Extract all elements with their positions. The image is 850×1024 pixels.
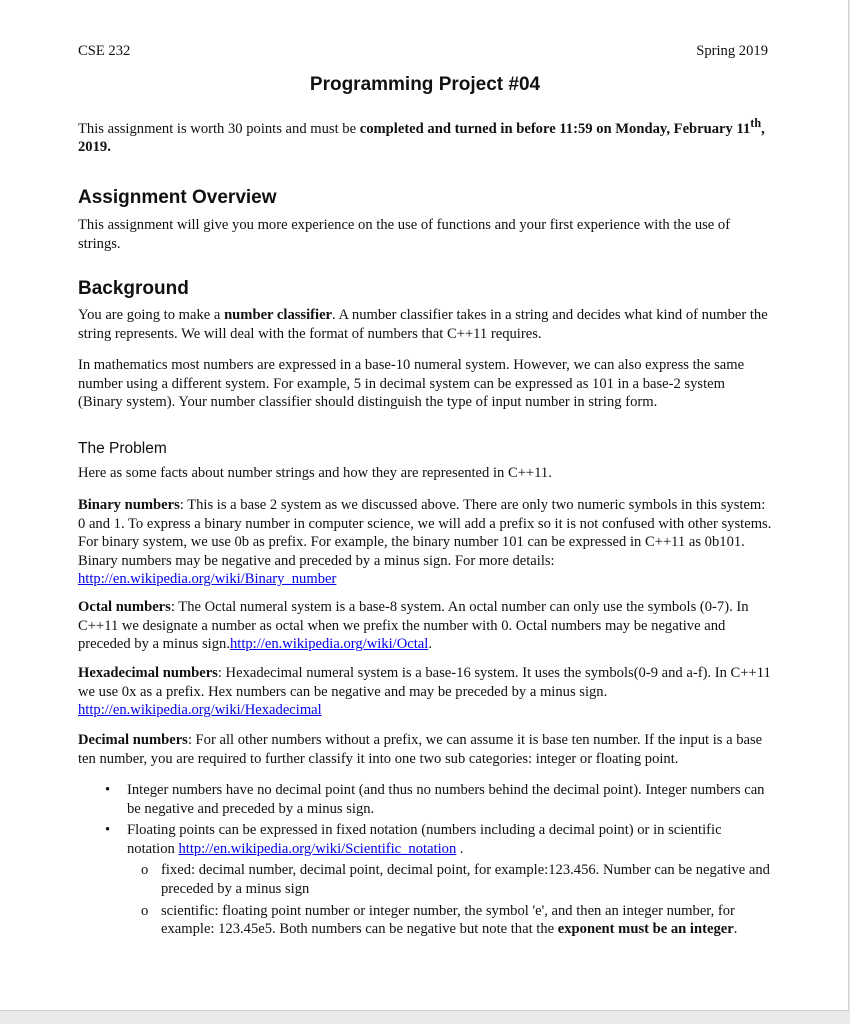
list-item-float (78, 821, 773, 858)
sci-text: scientific: floating point number or integer number, the symbol 'e', and then an integer number, for example: 123.45e5. Both numbers can be negative but note that the (161, 902, 735, 938)
decimal-label: Decimal numbers (78, 732, 188, 748)
background-heading: Background (78, 278, 189, 299)
bg-text-2: . A number classifier takes in a string and decides what kind of number the string represents. We will deal with the format of numbers that C++11 requires. (78, 307, 768, 342)
octal-post: . (428, 636, 432, 653)
sci-bold: exponent must be an integer (557, 921, 734, 938)
binary-paragraph (78, 496, 773, 589)
hex-link[interactable]: http://en.wikipedia.org/wiki/Hexadecimal (78, 702, 322, 719)
page-title: Programming Project #04 (309, 74, 541, 95)
bg-text: You are going to make a (78, 307, 225, 323)
integer-text: Integer numbers have no decimal point (and thus no numbers behind the decimal point). Integer numbers can be negative and preceded by a minus sign. (127, 782, 765, 817)
octal-link[interactable]: http://en.wikipedia.org/wiki/Octal (229, 636, 429, 653)
list-item-integer (78, 781, 773, 818)
hex-label: Hexadecimal numbers (78, 665, 218, 681)
problem-heading: The Problem (78, 440, 167, 457)
octal-text: : The Octal numeral system is a base-8 system. An octal number can only use the symbols (0-7). In C++11 we designate a number as octal when we prefix the number with 0. Octal numbers may be negative and preceded by a minus sign. (78, 599, 749, 653)
decimal-bullet-list (78, 781, 773, 939)
float-text: Floating points can be expressed in fixed notation (numbers including a decimal point) or in scientific notation (127, 822, 722, 857)
course-code: CSE 232 (78, 43, 131, 59)
hex-paragraph (78, 664, 773, 720)
list-item-fixed (78, 861, 773, 898)
sub-bullet-icon: o (141, 862, 149, 879)
intro-text: This assignment is worth 30 points and must be (78, 120, 360, 137)
intro-deadline: completed and turned in before 11:59 on Monday, February 11 (359, 120, 751, 137)
problem-intro: Here as some facts about number strings and how they are represented in C++11. (78, 465, 552, 481)
overview-heading: Assignment Overview (78, 187, 277, 208)
sub-bullet-icon: o (141, 902, 149, 919)
background-paragraph-2: In mathematics most numbers are expressed in a base-10 numeral system. However, we can also express the same number using a different system. For example, 5 in decimal system can be expressed as 101 in a base-2 system (Binary system). Your number classifier should distinguish the type of input number in string form. (78, 357, 745, 411)
scientific-notation-link[interactable]: http://en.wikipedia.org/wiki/Scientific_notation (178, 840, 457, 857)
binary-text: : This is a base 2 system as we discussed above. There are only two numeric symbols in this system: 0 and 1. To express a binary number in computer science, we will add a prefix so it is not confused with other systems. For binary system, we use 0b as prefix. For example, the binary number 101 can be expressed in C++11 as 0b101. Binary numbers may be negative and preceded by a minus sign. For more details: (78, 497, 772, 569)
intro-year: , 2019. (78, 120, 765, 156)
binary-link[interactable]: http://en.wikipedia.org/wiki/Binary_number (78, 571, 337, 588)
background-paragraph-1 (78, 306, 773, 343)
decimal-text: : For all other numbers without a prefix, we can assume it is base ten number. If the input is a base ten number, you are required to further classify it into one two sub categories: integer or floating point. (78, 732, 763, 767)
term: Spring 2019 (696, 43, 768, 59)
sci-post: . (733, 921, 738, 938)
intro-paragraph (78, 114, 773, 157)
bullet-icon: • (105, 822, 111, 839)
octal-paragraph (78, 598, 773, 654)
hex-text: : Hexadecimal numeral system is a base-16 system. It uses the symbols(0-9 and a-f). In C++11 we use 0x as a prefix. Hex numbers can be negative and may be preceded by a minus sign. (78, 665, 771, 700)
fixed-text: fixed: decimal number, decimal point, decimal point, for example:123.456. Number can be negative and preceded by a minus sign (161, 862, 770, 897)
float-post: . (456, 840, 464, 857)
binary-label: Binary numbers (78, 497, 180, 513)
decimal-paragraph (78, 731, 773, 768)
list-item-scientific (78, 902, 773, 939)
bullet-icon: • (105, 782, 111, 798)
bg-bold: number classifier (224, 307, 333, 323)
octal-label: Octal numbers (78, 599, 171, 615)
intro-sup: th (750, 116, 762, 130)
overview-text: This assignment will give you more experience on the use of functions and your first experience with the use of strings. (78, 217, 731, 252)
